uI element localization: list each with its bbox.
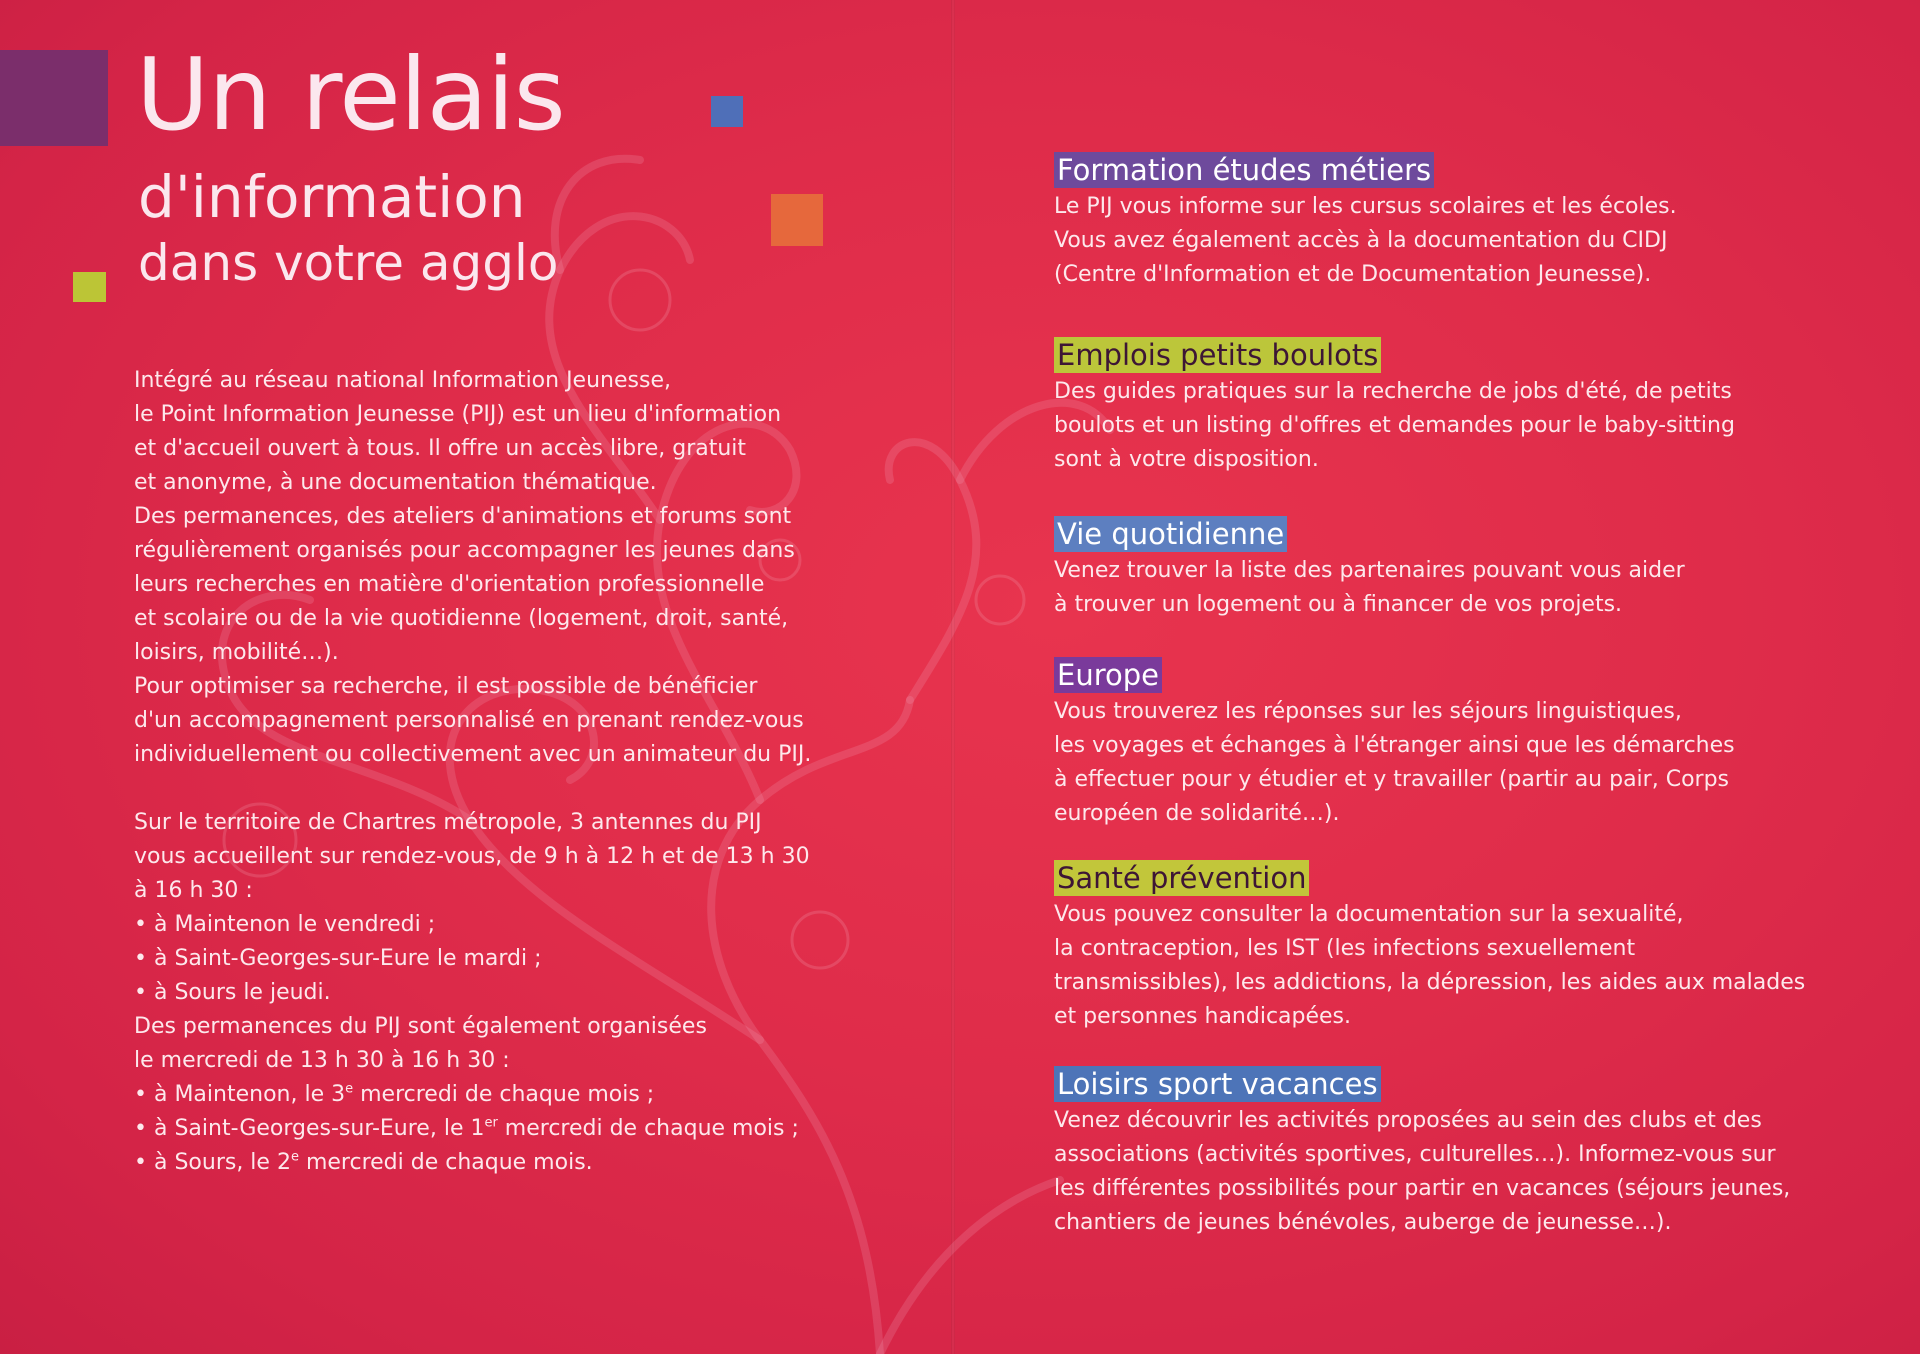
intro-line: Des permanences, des ateliers d'animations et forums sont: [134, 504, 792, 529]
intro-line: Pour optimiser sa recherche, il est possible de bénéficier: [134, 674, 758, 699]
section-vie-quotidienne: [1054, 516, 1834, 622]
section-line: Vous pouvez consulter la documentation sur la sexualité,: [1054, 902, 1684, 927]
section-line: boulots et un listing d'offres et demandes pour le baby-sitting: [1054, 413, 1735, 438]
intro-line: et scolaire ou de la vie quotidienne (logement, droit, santé,: [134, 606, 789, 631]
intro-line: Intégré au réseau national Information Jeunesse,: [134, 368, 671, 393]
territory-line: vous accueillent sur rendez-vous, de 9 h à 12 h et de 13 h 30: [134, 844, 810, 869]
section-title-loisirs: Loisirs sport vacances: [1054, 1066, 1381, 1102]
section-line: Des guides pratiques sur la recherche de jobs d'été, de petits: [1054, 379, 1732, 404]
section-line: associations (activités sportives, culturelles…). Informez-vous sur: [1054, 1142, 1776, 1167]
section-line: Vous trouverez les réponses sur les séjours linguistiques,: [1054, 699, 1682, 724]
section-sante: [1054, 860, 1834, 1034]
yellow-square-decoration: [73, 272, 106, 302]
intro-line: et d'accueil ouvert à tous. Il offre un accès libre, gratuit: [134, 436, 747, 461]
intro-line: d'un accompagnement personnalisé en prenant rendez-vous: [134, 708, 804, 733]
section-body-emplois: [1054, 375, 1834, 477]
section-line: les différentes possibilités pour partir en vacances (séjours jeunes,: [1054, 1176, 1791, 1201]
section-title-formation: Formation études métiers: [1054, 152, 1434, 188]
section-line: chantiers de jeunes bénévoles, auberge de jeunesse…).: [1054, 1210, 1672, 1235]
section-title-sante: Santé prévention: [1054, 860, 1309, 896]
territory-line: le mercredi de 13 h 30 à 16 h 30 :: [134, 1048, 510, 1073]
section-line: (Centre d'Information et de Documentation Jeunesse).: [1054, 262, 1652, 287]
section-line: sont à votre disposition.: [1054, 447, 1319, 472]
wednesday-item: • à Maintenon, le 3e mercredi de chaque mois ;: [134, 1081, 655, 1107]
section-body-sante: [1054, 898, 1834, 1034]
section-emplois: [1054, 337, 1834, 477]
section-body-loisirs: [1054, 1104, 1834, 1240]
territory-line: • à Sours le jeudi.: [134, 980, 331, 1005]
page-title: Un relais: [136, 36, 565, 153]
orange-square-decoration: [771, 194, 823, 246]
paragraph-gap: [134, 772, 834, 806]
section-title-europe: Europe: [1054, 657, 1162, 693]
territory-line: • à Maintenon le vendredi ;: [134, 912, 436, 937]
section-line: Venez découvrir les activités proposées au sein des clubs et des: [1054, 1108, 1762, 1133]
intro-line: régulièrement organisés pour accompagner les jeunes dans: [134, 538, 795, 563]
intro-line: loisirs, mobilité…).: [134, 640, 339, 665]
territory-line: à 16 h 30 :: [134, 878, 253, 903]
section-loisirs: [1054, 1066, 1834, 1240]
section-line: la contraception, les IST (les infections sexuellement: [1054, 936, 1636, 961]
blue-square-decoration: [711, 96, 743, 127]
territory-line: • à Saint-Georges-sur-Eure le mardi ;: [134, 946, 542, 971]
page-fold: [951, 0, 955, 1354]
intro-text-block: [134, 364, 834, 1180]
section-title-emplois: Emplois petits boulots: [1054, 337, 1381, 373]
section-line: les voyages et échanges à l'étranger ainsi que les démarches: [1054, 733, 1735, 758]
section-line: Vous avez également accès à la documentation du CIDJ: [1054, 228, 1668, 253]
intro-line: et anonyme, à une documentation thématique.: [134, 470, 657, 495]
intro-line: le Point Information Jeunesse (PIJ) est un lieu d'information: [134, 402, 782, 427]
intro-line: leurs recherches en matière d'orientation professionnelle: [134, 572, 765, 597]
page-subtitle-agglo: dans votre agglo: [138, 234, 559, 292]
section-europe: [1054, 657, 1834, 831]
page-subtitle-information: d'information: [138, 163, 526, 231]
purple-square-decoration: [0, 50, 108, 146]
territory-line: Des permanences du PIJ sont également organisées: [134, 1014, 707, 1039]
section-line: transmissibles), les addictions, la dépression, les aides aux malades: [1054, 970, 1806, 995]
wednesday-item: • à Saint-Georges-sur-Eure, le 1er mercredi de chaque mois ;: [134, 1115, 799, 1141]
section-line: Le PIJ vous informe sur les cursus scolaires et les écoles.: [1054, 194, 1677, 219]
section-formation: [1054, 152, 1834, 292]
section-line: à effectuer pour y étudier et y travailler (partir au pair, Corps: [1054, 767, 1729, 792]
section-line: à trouver un logement ou à financer de vos projets.: [1054, 592, 1623, 617]
section-line: Venez trouver la liste des partenaires pouvant vous aider: [1054, 558, 1685, 583]
section-body-vie: [1054, 554, 1834, 622]
wednesday-item: • à Sours, le 2e mercredi de chaque mois.: [134, 1149, 593, 1175]
section-line: européen de solidarité…).: [1054, 801, 1340, 826]
intro-line: individuellement ou collectivement avec un animateur du PIJ.: [134, 742, 812, 767]
section-line: et personnes handicapées.: [1054, 1004, 1352, 1029]
territory-line: Sur le territoire de Chartres métropole, 3 antennes du PIJ: [134, 810, 762, 835]
section-title-vie: Vie quotidienne: [1054, 516, 1287, 552]
section-body-europe: [1054, 695, 1834, 831]
section-body-formation: [1054, 190, 1834, 292]
